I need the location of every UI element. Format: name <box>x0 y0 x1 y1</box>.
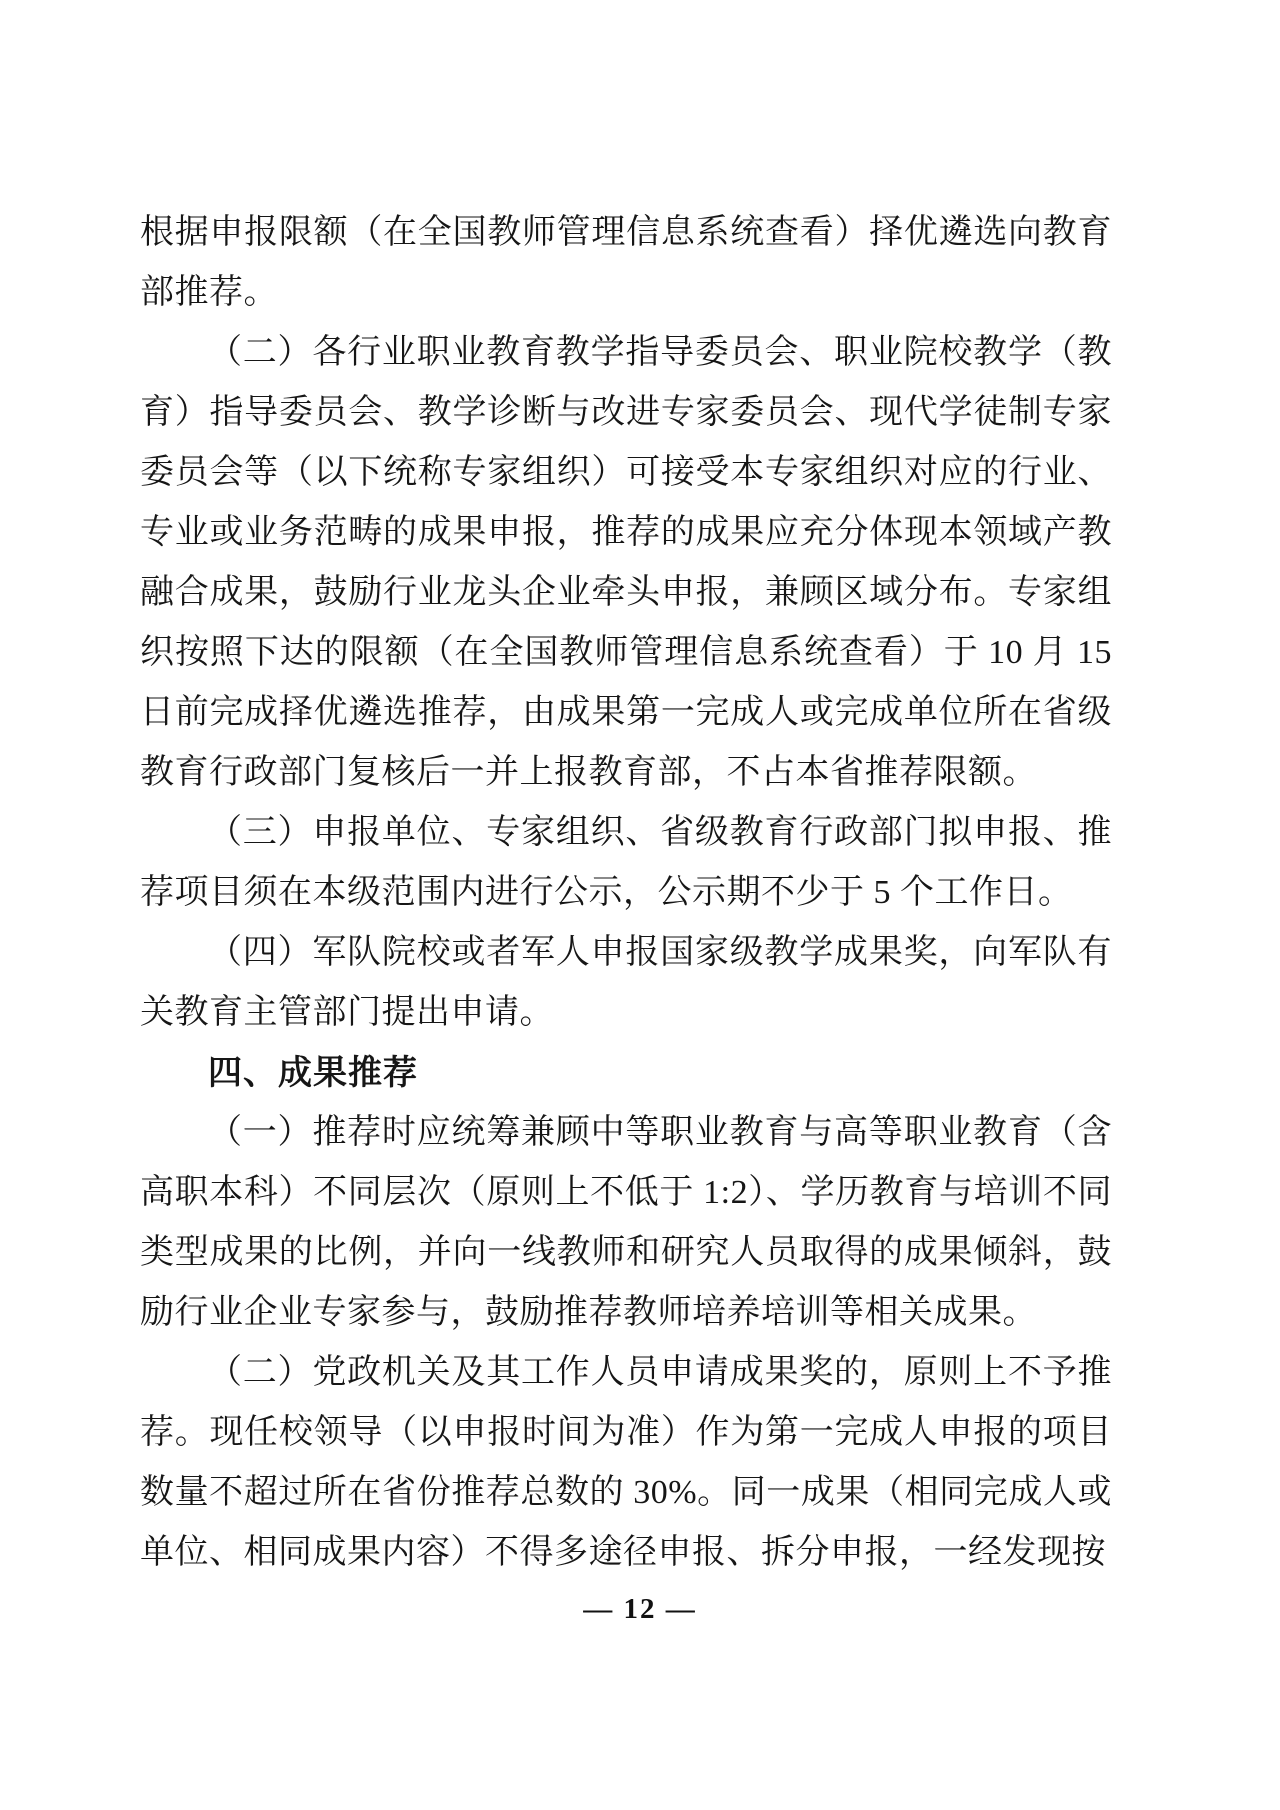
paragraph-continuation: 根据申报限额（在全国教师管理信息系统查看）择优遴选向教育部推荐。 <box>140 214 1112 311</box>
paragraph-item-2: （二）各行业职业教育教学指导委员会、职业院校教学（教育）指导委员会、教学诊断与改进专家委员会、现代学徒制专家委员会等（以下统称专家组织）可接受本专家组织对应的行业、专业或业务范畴的成果申报，推荐的成果应充分体现本领域产教融合成果，鼓励行业龙头企业牵头申报，兼顾区域分布。专家组织按照下达的限额（在全国教师管理信息系统查看）于 10 月 15 日前完成择优遴选推荐，由成果第一完成人或完成单位所在省级教育行政部门复核后一并上报教育部，不占本省推荐限额。 <box>140 334 1112 791</box>
paragraph-item-3: （三）申报单位、专家组织、省级教育行政部门拟申报、推荐项目须在本级范围内进行公示，公示期不少于 5 个工作日。 <box>140 814 1112 911</box>
paragraph-item-4: （四）军队院校或者军人申报国家级教学成果奖，向军队有关教育主管部门提出申请。 <box>140 934 1112 1031</box>
paragraph-item-2-after-heading: （二）党政机关及其工作人员申请成果奖的，原则上不予推荐。现任校领导（以申报时间为准）作为第一完成人申报的项目数量不超过所在省份推荐总数的 30%。同一成果（相同完成人或单位、相同成果内容）不得多途径申报、拆分申报，一经发现按 <box>140 1354 1112 1571</box>
paragraph-item-1-after-heading: （一）推荐时应统筹兼顾中等职业教育与高等职业教育（含高职本科）不同层次（原则上不低于 1:2）、学历教育与培训不同类型成果的比例，并向一线教师和研究人员取得的成果倾斜，鼓励行业企业专家参与，鼓励推荐教师培养培训等相关成果。 <box>140 1114 1112 1331</box>
document-body <box>140 203 1112 1583</box>
page-number: — 12 — <box>583 1593 697 1625</box>
section-heading-results-recommendation: 四、成果推荐 <box>208 1054 418 1092</box>
